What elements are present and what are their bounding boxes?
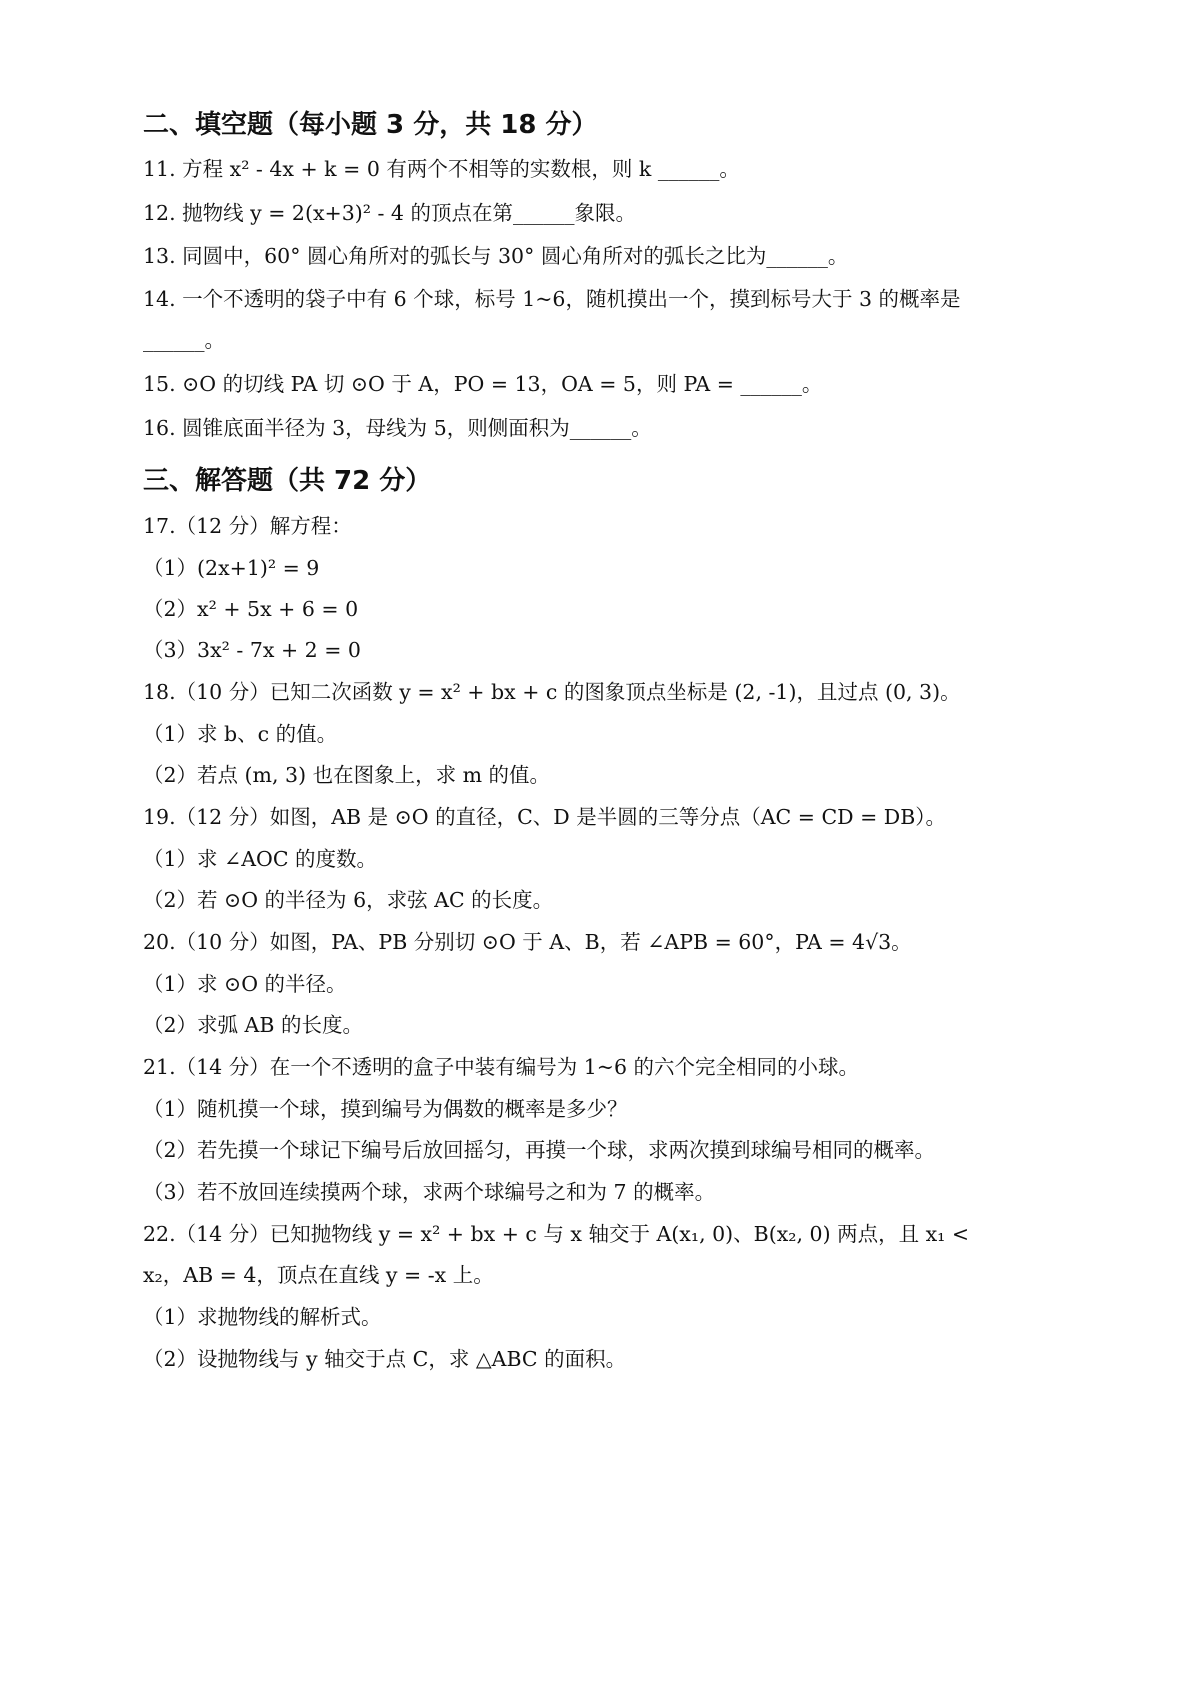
question-18-part-1: （1）求 b、c 的值。	[143, 722, 338, 746]
section-heading-answer: 三、解答题（共 72 分）	[143, 466, 432, 496]
question-12: 12. 抛物线 y = 2(x+3)² - 4 的顶点在第______象限。	[143, 201, 636, 225]
question-21: 21.（14 分）在一个不透明的盒子中装有编号为 1~6 的六个完全相同的小球。	[143, 1055, 859, 1079]
question-21-part-3: （3）若不放回连续摸两个球，求两个球编号之和为 7 的概率。	[143, 1180, 716, 1204]
question-22-part-1: （1）求抛物线的解析式。	[143, 1305, 382, 1329]
question-20-part-1: （1）求 ⊙O 的半径。	[143, 972, 347, 996]
question-15: 15. ⊙O 的切线 PA 切 ⊙O 于 A，PO = 13，OA = 5，则 PA = ______。	[143, 372, 823, 396]
question-22-line-2: x₂，AB = 4，顶点在直线 y = -x 上。	[143, 1263, 494, 1287]
question-11: 11. 方程 x² - 4x + k = 0 有两个不相等的实数根，则 k ______。	[143, 157, 740, 181]
question-20-part-2: （2）求弧 AB 的长度。	[143, 1013, 363, 1037]
question-13: 13. 同圆中，60° 圆心角所对的弧长与 30° 圆心角所对的弧长之比为______。	[143, 244, 849, 268]
question-17: 17.（12 分）解方程：	[143, 514, 352, 538]
question-19-part-2: （2）若 ⊙O 的半径为 6，求弦 AC 的长度。	[143, 888, 554, 912]
question-18-part-2: （2）若点 (m, 3) 也在图象上，求 m 的值。	[143, 763, 551, 787]
question-18: 18.（10 分）已知二次函数 y = x² + bx + c 的图象顶点坐标是 (2, -1)，且过点 (0, 3)。	[143, 680, 961, 704]
question-21-part-1: （1）随机摸一个球，摸到编号为偶数的概率是多少？	[143, 1097, 628, 1121]
question-21-part-2: （2）若先摸一个球记下编号后放回摇匀，再摸一个球，求两次摸到球编号相同的概率。	[143, 1138, 936, 1162]
question-17-part-2: （2）x² + 5x + 6 = 0	[143, 597, 359, 621]
question-17-part-1: （1）(2x+1)² = 9	[143, 556, 320, 580]
question-22-line-1: 22.（14 分）已知抛物线 y = x² + bx + c 与 x 轴交于 A(x₁, 0)、B(x₂, 0) 两点，且 x₁ <	[143, 1222, 970, 1246]
question-14-line-2: ______。	[143, 328, 225, 352]
question-19-part-1: （1）求 ∠AOC 的度数。	[143, 847, 378, 871]
question-17-part-3: （3）3x² - 7x + 2 = 0	[143, 638, 361, 662]
question-20: 20.（10 分）如图，PA、PB 分别切 ⊙O 于 A、B，若 ∠APB = 60°，PA = 4√3。	[143, 930, 912, 954]
question-19: 19.（12 分）如图，AB 是 ⊙O 的直径，C、D 是半圆的三等分点（AC = CD = DB）。	[143, 805, 947, 829]
question-14-line-1: 14. 一个不透明的袋子中有 6 个球，标号 1~6，随机摸出一个，摸到标号大于 3 的概率是	[143, 287, 961, 311]
question-22-part-2: （2）设抛物线与 y 轴交于点 C，求 △ABC 的面积。	[143, 1347, 627, 1371]
section-heading-fill-blank: 二、填空题（每小题 3 分，共 18 分）	[143, 110, 598, 140]
question-16: 16. 圆锥底面半径为 3，母线为 5，则侧面积为______。	[143, 416, 652, 440]
